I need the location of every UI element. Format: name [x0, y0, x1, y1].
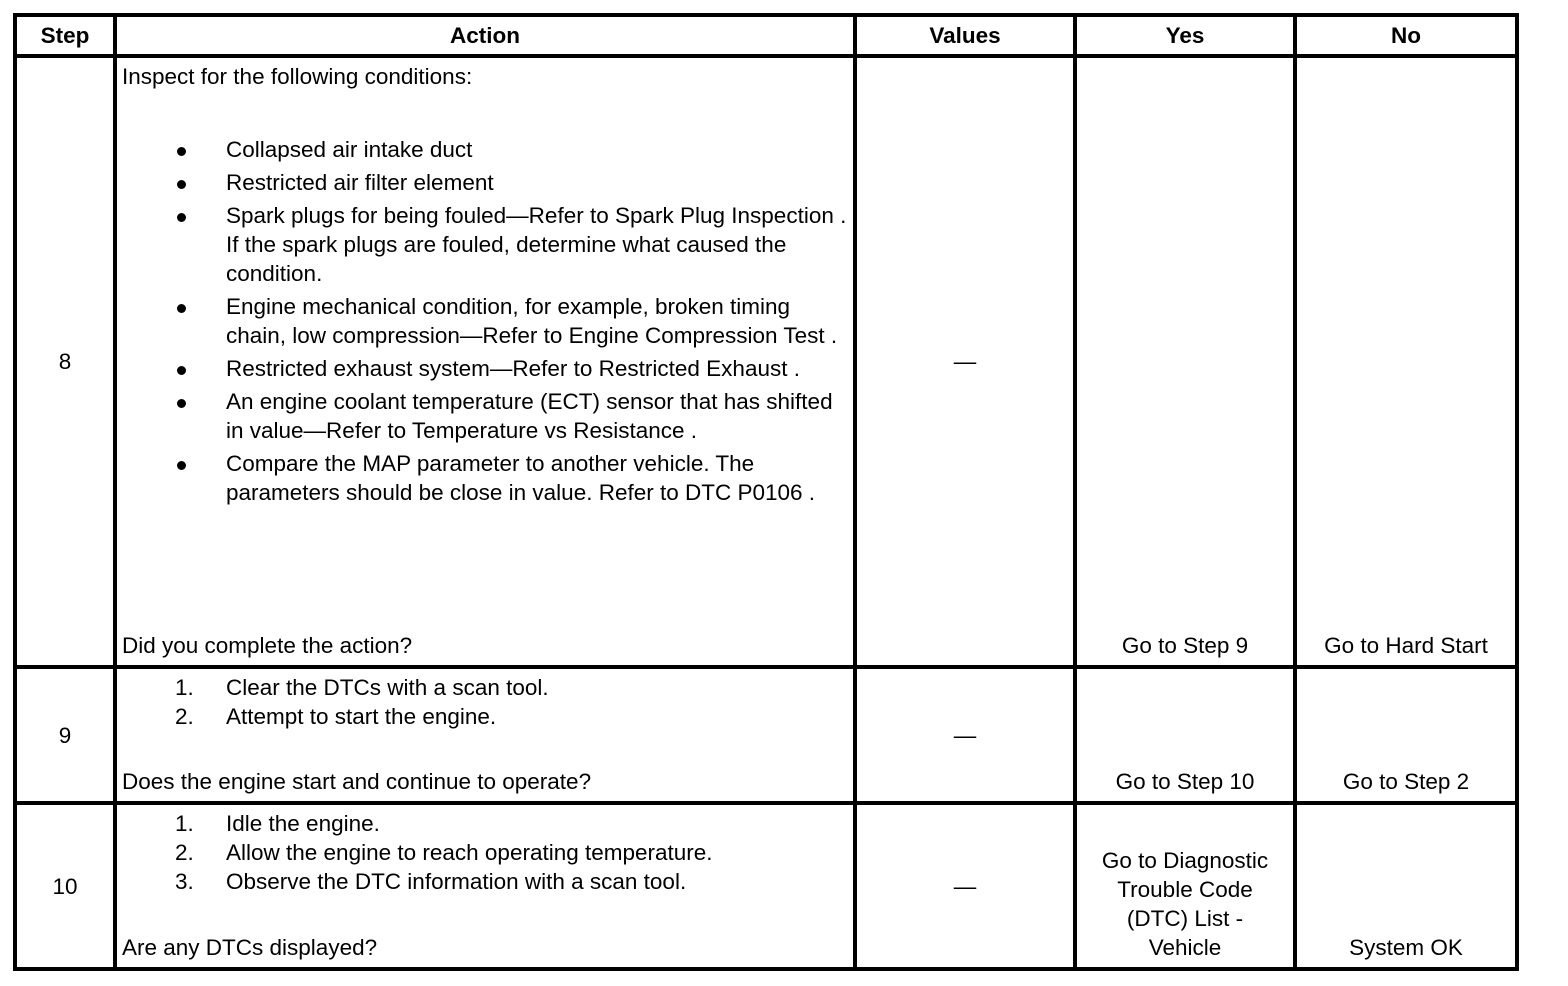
action-intro: Inspect for the following conditions:	[122, 64, 473, 89]
bullet-icon	[177, 399, 186, 408]
action-question: Did you complete the action?	[122, 633, 413, 658]
no-link[interactable]: System OK	[1349, 935, 1463, 960]
list-item: 1. Idle the engine.	[175, 811, 380, 836]
no-cell	[1295, 667, 1517, 803]
list-item: Engine mechanical condition, for example, broken timing chain, low compression—Refer to Engine Compression Test .	[122, 292, 849, 350]
bullet-icon	[177, 304, 186, 313]
header-step: Step	[15, 15, 115, 56]
list-item: Compare the MAP parameter to another vehicle. The parameters should be close in value. Refer to DTC P0106 .	[122, 449, 849, 507]
bullet-icon	[177, 366, 186, 375]
action-question: Are any DTCs displayed?	[122, 935, 378, 960]
no-link[interactable]: Go to Step 2	[1342, 769, 1470, 794]
no-link[interactable]: Go to Hard Start	[1324, 633, 1488, 658]
list-item: 1. Clear the DTCs with a scan tool.	[175, 675, 549, 700]
header-action: Action	[115, 15, 855, 56]
procedure-list	[122, 673, 849, 731]
list-item: An engine coolant temperature (ECT) sensor that has shifted in value—Refer to Temperature vs Resistance .	[122, 387, 849, 445]
table-row-step-10	[15, 803, 1517, 969]
yes-link[interactable]: Go to Step 10	[1115, 769, 1255, 794]
step-number: 8	[15, 56, 115, 667]
action-cell	[115, 56, 855, 667]
diagnostic-table	[13, 13, 1519, 971]
list-item: Collapsed air intake duct	[122, 135, 849, 164]
procedure-list	[122, 809, 849, 896]
no-cell	[1295, 56, 1517, 667]
condition-list	[122, 135, 849, 507]
yes-link[interactable]: Go to Diagnostic Trouble Code (DTC) List - Vehicle	[1101, 848, 1269, 960]
list-item: 2. Allow the engine to reach operating temperature.	[175, 840, 713, 865]
bullet-icon	[177, 180, 186, 189]
action-cell	[115, 803, 855, 969]
values-cell: —	[855, 56, 1075, 667]
list-item: 3. Observe the DTC information with a scan tool.	[175, 869, 687, 894]
header-no: No	[1295, 15, 1517, 56]
list-item: Restricted air filter element	[122, 168, 849, 197]
header-values: Values	[855, 15, 1075, 56]
values-cell: —	[855, 803, 1075, 969]
header-yes: Yes	[1075, 15, 1295, 56]
no-cell	[1295, 803, 1517, 969]
yes-link[interactable]: Go to Step 9	[1121, 633, 1249, 658]
action-question: Does the engine start and continue to operate?	[122, 769, 592, 794]
bullet-icon	[177, 147, 186, 156]
action-cell	[115, 667, 855, 803]
bullet-icon	[177, 461, 186, 470]
yes-cell	[1075, 56, 1295, 667]
table-row-step-8	[15, 56, 1517, 667]
list-item: 2. Attempt to start the engine.	[175, 704, 497, 729]
values-cell: —	[855, 667, 1075, 803]
step-number: 9	[15, 667, 115, 803]
table-row-step-9	[15, 667, 1517, 803]
yes-cell	[1075, 803, 1295, 969]
yes-cell	[1075, 667, 1295, 803]
bullet-icon	[177, 213, 186, 222]
header-row	[15, 15, 1517, 56]
step-number: 10	[15, 803, 115, 969]
list-item: Spark plugs for being fouled—Refer to Spark Plug Inspection . If the spark plugs are fouled, determine what caused the condition.	[122, 201, 849, 288]
list-item: Restricted exhaust system—Refer to Restricted Exhaust .	[122, 354, 849, 383]
